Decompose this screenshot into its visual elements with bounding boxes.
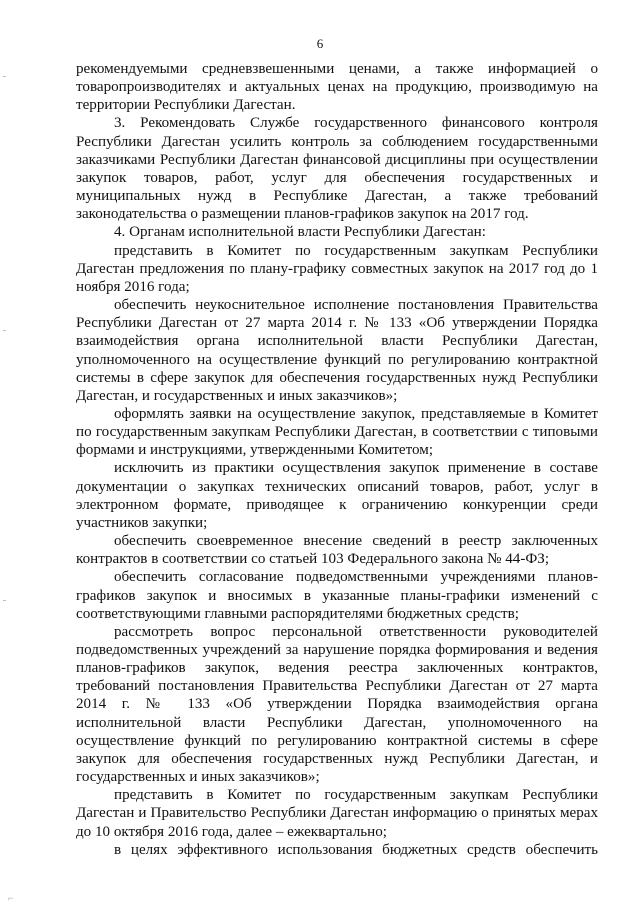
- document-body: [76, 60, 598, 859]
- paragraph-item-3: 3. Рекомендовать Службе государственного финансового контроля Республики Дагестан усилить контроль за соблюдением государственными заказчиками Республики Дагестан финансовой дисциплины при осуществлении закупок товаров, работ, услуг для обеспечения государственных и муниципальных нужд в Республике Дагестан, а также требований законодательства о размещении планов-графиков закупок на 2017 год.: [76, 115, 598, 223]
- paragraph-item-4: 4. Органам исполнительной власти Республики Дагестан:: [114, 224, 486, 241]
- paragraph-exclude-practice: исключить из практики осуществления закупок применение в составе документации о закупках технических описаний товаров, работ, услуг в электронном формате, приводящее к ограничению конкуренции среди участников закупки;: [76, 460, 598, 531]
- paragraph-register-contracts: обеспечить своевременное внесение сведений в реестр заключенных контрактов в соответствии со статьей 103 Федерального закона № 44-ФЗ;: [76, 533, 598, 568]
- scan-corner-mark: ⌐: [8, 893, 14, 903]
- paragraph-budget-efficiency: в целях эффективного использования бюджетных средств обеспечить: [114, 841, 598, 858]
- scan-edge-mark: [3, 600, 6, 601]
- paragraph-responsibility: рассмотреть вопрос персональной ответственности руководителей подведомственных учреждений за нарушение порядка формирования и ведения планов-графиков закупок, ведения реестра заключенных контрактов, требований постановления Правительства Республики Дагестан от 27 марта 2014 г. № 133 «Об утверждении Порядка взаимодействия органа исполнительной власти Республики Дагестан, уполномоченного на осуществление функций по регулированию контрактной системы в сфере закупок для обеспечения государственных нужд Республики Дагестан, и государственных и иных заказчиков»;: [76, 623, 598, 786]
- paragraph-approve-plans: обеспечить согласование подведомственными учреждениями планов-графиков закупок и вносимых в указанные планы-графики изменений с соответствующими главными распорядителями бюджетных средств;: [76, 569, 598, 622]
- scan-edge-mark: [3, 330, 6, 331]
- paragraph-present-proposals: представить в Комитет по государственным закупкам Республики Дагестан предложения по плану-графику совместных закупок на 2017 год до 1 ноября 2016 года;: [76, 242, 598, 295]
- paragraph-report-measures: представить в Комитет по государственным закупкам Республики Дагестан и Правительство Республики Дагестан информацию о принятых мерах до 10 октября 2016 года, далее – ежеквартально;: [76, 787, 598, 840]
- paragraph-ensure-execution: обеспечить неукоснительное исполнение постановления Правительства Республики Дагестан от 27 марта 2014 г. № 133 «Об утверждении Порядка взаимодействия органа исполнительной власти Республики Дагестан, уполномоченного на осуществление функций по регулированию контрактной системы в сфере закупок для обеспечения государственных нужд Республики Дагестан, и государственных и иных заказчиков»;: [76, 297, 598, 404]
- paragraph-continuation: рекомендуемыми средневзвешенными ценами, а также информацией о товаропроизводителях и актуальных ценах на продукцию, производимую на территории Республики Дагестан.: [76, 61, 598, 114]
- page-number: 6: [316, 36, 324, 51]
- paragraph-prepare-requests: оформлять заявки на осуществление закупок, представляемые в Комитет по государственным закупкам Республики Дагестан, в соответствии с типовыми формами и инструкциями, утвержденными Комитетом;: [76, 405, 598, 459]
- scan-edge-mark: [3, 76, 6, 77]
